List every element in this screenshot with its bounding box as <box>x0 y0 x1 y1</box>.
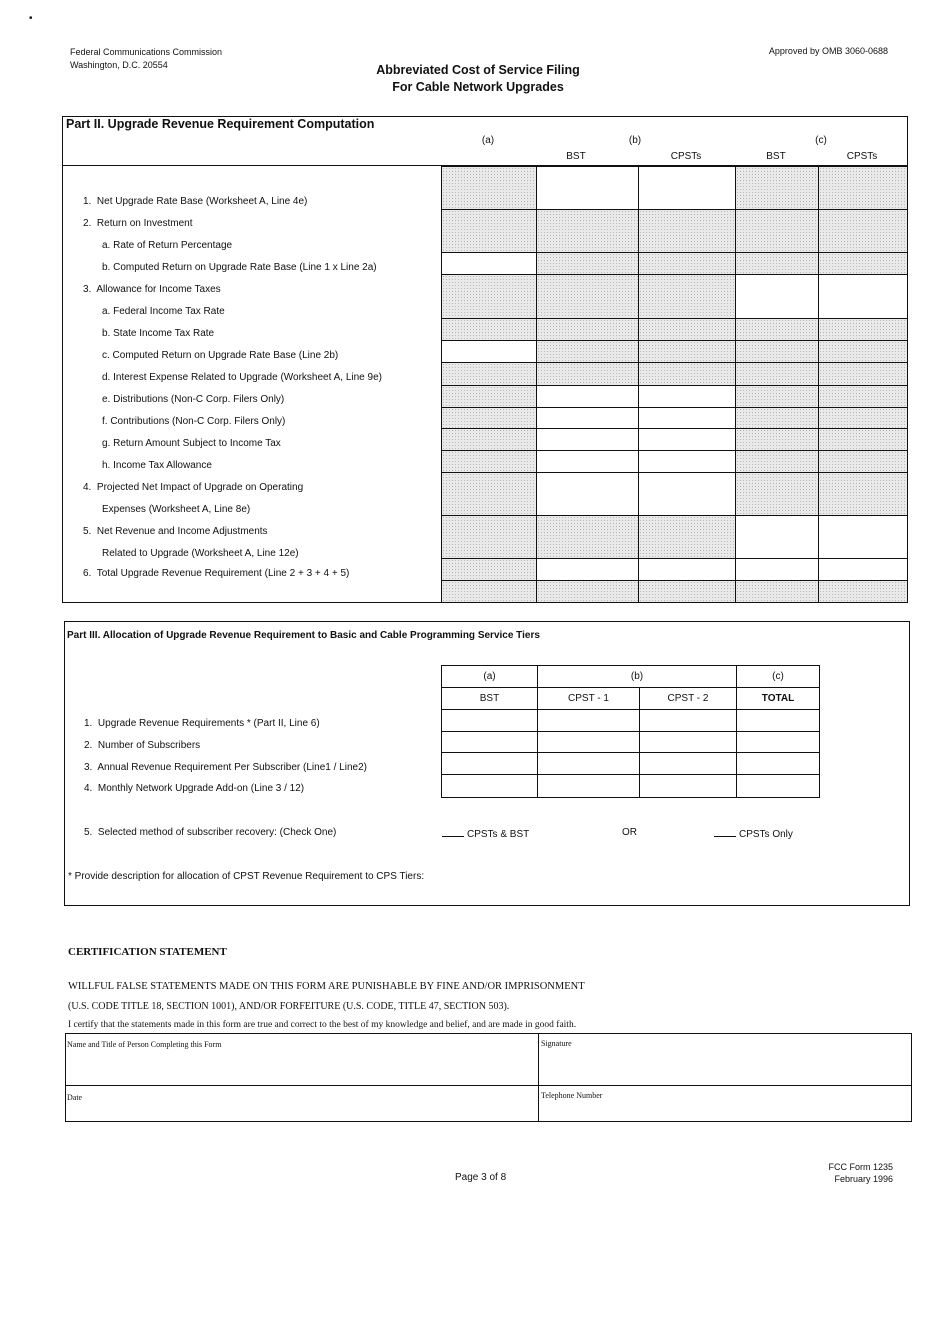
part2-line <box>83 218 193 229</box>
telephone-field[interactable]: Telephone Number <box>541 1091 603 1100</box>
part2-shaded-cell <box>441 318 538 341</box>
line-number: 1. <box>84 718 93 729</box>
part2-line <box>83 196 307 207</box>
part2-shaded-cell <box>818 318 908 341</box>
part2-line <box>102 262 377 273</box>
part3-col-a: (a) <box>441 665 538 688</box>
line-label: Return on Investment <box>96 218 193 229</box>
part3-footnote: * Provide description for allocation of CPST Revenue Requirement to CPS Tiers: <box>68 871 425 882</box>
part2-shaded-cell <box>441 362 538 387</box>
part2-shaded-cell <box>638 252 737 275</box>
part2-shaded-cell <box>441 558 538 581</box>
line-label: Related to Upgrade (Worksheet A, Line 12e) <box>102 548 299 559</box>
part2-sub-cpsts-b: CPSTs <box>670 151 702 162</box>
part2-shaded-cell <box>818 580 908 603</box>
part2-shaded-cell <box>536 209 640 255</box>
part3-line <box>84 718 320 729</box>
line-label: Projected Net Impact of Upgrade on Operating <box>96 482 304 493</box>
part3-head-total: TOTAL <box>736 687 820 710</box>
part2-entry-cell[interactable] <box>638 407 737 430</box>
warning-line-1: WILLFUL FALSE STATEMENTS MADE ON THIS FORM ARE PUNISHABLE BY FINE AND/OR IMPRISONMENT <box>68 981 585 992</box>
line-label: Annual Revenue Requirement Per Subscriber (Line1 / Line2) <box>97 762 367 773</box>
part2-shaded-cell <box>735 580 820 603</box>
part2-entry-cell[interactable] <box>536 450 640 473</box>
agency-name: Federal Communications Commission <box>70 47 223 57</box>
part3-entry-cell[interactable] <box>441 731 538 754</box>
line-number: 2. <box>83 218 92 229</box>
part3-entry-cell[interactable] <box>639 709 737 733</box>
part2-entry-cell[interactable] <box>441 340 538 363</box>
part3-col-b: (b) <box>537 665 737 688</box>
part2-shaded-cell <box>735 252 820 275</box>
part2-shaded-cell <box>735 385 820 408</box>
part3-line <box>84 783 304 794</box>
part3-entry-cell[interactable] <box>736 731 820 754</box>
part2-title: Part II. Upgrade Revenue Requirement Computation <box>66 117 375 131</box>
option-cpsts-only[interactable] <box>714 826 793 840</box>
part2-shaded-cell <box>735 340 820 363</box>
part2-col-a: (a) <box>481 135 495 146</box>
part2-shaded-cell <box>441 428 538 451</box>
part2-shaded-cell <box>536 515 640 560</box>
part2-entry-cell[interactable] <box>735 558 820 581</box>
part2-line <box>83 568 349 579</box>
part2-line <box>102 372 382 383</box>
part3-head-cpst1: CPST - 1 <box>537 687 640 710</box>
part3-head-cpst2: CPST - 2 <box>639 687 737 710</box>
part2-entry-cell[interactable] <box>536 166 640 211</box>
line-label: f. Contributions (Non-C Corp. Filers Only) <box>102 416 286 427</box>
part2-col-b: (b) <box>628 135 642 146</box>
part3-entry-cell[interactable] <box>736 709 820 733</box>
line-label: a. Federal Income Tax Rate <box>102 306 225 317</box>
part2-entry-cell[interactable] <box>536 472 640 517</box>
part3-entry-cell[interactable] <box>736 752 820 776</box>
part3-entry-cell[interactable] <box>441 709 538 733</box>
part2-shaded-cell <box>818 362 908 387</box>
part2-shaded-cell <box>441 407 538 430</box>
line-number: 3. <box>83 284 92 295</box>
part3-entry-cell[interactable] <box>537 752 640 776</box>
line-label: e. Distributions (Non-C Corp. Filers Only) <box>102 394 285 405</box>
part3-entry-cell[interactable] <box>639 774 737 798</box>
part2-shaded-cell <box>536 252 640 275</box>
part2-line <box>102 460 212 471</box>
or-text: OR <box>622 827 637 838</box>
part2-shaded-cell <box>735 318 820 341</box>
part2-shaded-cell <box>735 209 820 255</box>
part2-shaded-cell <box>638 362 737 387</box>
part2-entry-cell[interactable] <box>638 558 737 581</box>
agency-address: Washington, D.C. 20554 <box>70 60 168 70</box>
line-number: 4. <box>83 482 92 493</box>
part2-entry-cell[interactable] <box>638 450 737 473</box>
part2-shaded-cell <box>536 274 640 320</box>
part2-shaded-cell <box>638 209 737 255</box>
part3-line-5 <box>84 827 336 838</box>
part2-col-c: (c) <box>815 135 827 146</box>
line-label: g. Return Amount Subject to Income Tax <box>102 438 281 449</box>
part2-shaded-cell <box>818 450 908 473</box>
part2-shaded-cell <box>735 166 820 211</box>
part3-title: Part III. Allocation of Upgrade Revenue Requirement to Basic and Cable Programming Service Tiers <box>67 630 540 641</box>
part2-line <box>102 394 284 405</box>
part2-line <box>102 548 299 559</box>
part2-entry-cell[interactable] <box>536 407 640 430</box>
line-label: Expenses (Worksheet A, Line 8e) <box>102 504 251 515</box>
part2-shaded-cell <box>441 450 538 473</box>
line-label: Monthly Network Upgrade Add-on (Line 3 / 12) <box>97 783 305 794</box>
part2-shaded-cell <box>536 340 640 363</box>
part2-sub-bst-c: BST <box>766 151 786 162</box>
signature-field[interactable]: Signature <box>541 1039 572 1048</box>
part2-shaded-cell <box>638 318 737 341</box>
omb-approval: Approved by OMB 3060-0688 <box>768 46 888 56</box>
part2-entry-cell[interactable] <box>638 428 737 451</box>
part2-entry-cell[interactable] <box>818 515 908 560</box>
option-label: CPSTs & BST <box>467 829 530 840</box>
line-label: c. Computed Return on Upgrade Rate Base (Line 2b) <box>102 350 339 361</box>
warning-line-2: (U.S. CODE TITLE 18, SECTION 1001), AND/OR FORFEITURE (U.S. CODE, TITLE 47, SECTION 503). <box>68 1001 510 1012</box>
part2-entry-cell[interactable] <box>441 252 538 275</box>
signature-divider-v <box>538 1033 539 1122</box>
option-label: CPSTs Only <box>739 829 793 840</box>
line-label: b. State Income Tax Rate <box>102 328 215 339</box>
certification-heading: CERTIFICATION STATEMENT <box>68 946 227 958</box>
part2-shaded-cell <box>441 209 538 255</box>
part2-sub-bst-b: BST <box>566 151 586 162</box>
date-field[interactable]: Date <box>67 1093 83 1102</box>
line-label: b. Computed Return on Upgrade Rate Base (Line 1 x Line 2a) <box>102 262 377 273</box>
part3-entry-cell[interactable] <box>537 731 640 754</box>
corner-mark: • <box>29 13 33 24</box>
part2-shaded-cell <box>735 407 820 430</box>
part2-line <box>102 438 281 449</box>
part2-shaded-cell <box>441 515 538 560</box>
line-label: Total Upgrade Revenue Requirement (Line 2 + 3 + 4 + 5) <box>96 568 350 579</box>
part2-entry-cell[interactable] <box>638 166 737 211</box>
line-number: 6. <box>83 568 92 579</box>
line-label: Net Revenue and Income Adjustments <box>96 526 268 537</box>
line-label: Selected method of subscriber recovery: (Check One) <box>97 827 337 838</box>
form-id-block <box>828 1161 893 1185</box>
part2-entry-cell[interactable] <box>536 385 640 408</box>
part2-shaded-cell <box>441 274 538 320</box>
part2-line <box>83 284 221 295</box>
line-number: 3. <box>84 762 93 773</box>
line-number: 5. <box>83 526 92 537</box>
part2-shaded-cell <box>735 428 820 451</box>
line-label: d. Interest Expense Related to Upgrade (Worksheet A, Line 9e) <box>102 372 382 383</box>
part2-line <box>102 240 232 251</box>
line-number: 2. <box>84 740 93 751</box>
part2-shaded-cell <box>536 362 640 387</box>
line-label: Number of Subscribers <box>97 740 201 751</box>
part2-shaded-cell <box>818 385 908 408</box>
part2-line <box>102 350 338 361</box>
part2-shaded-cell <box>441 166 538 211</box>
form-title <box>0 62 950 96</box>
part3-head-bst: BST <box>441 687 538 710</box>
part2-shaded-cell <box>536 318 640 341</box>
part3-entry-cell[interactable] <box>736 774 820 798</box>
part2-entry-cell[interactable] <box>536 558 640 581</box>
part3-line <box>84 762 367 773</box>
checkbox-blank[interactable] <box>714 826 736 837</box>
part2-line <box>83 526 268 537</box>
part2-shaded-cell <box>818 472 908 517</box>
part2-shaded-cell <box>638 340 737 363</box>
title-line-2: For Cable Network Upgrades <box>392 80 564 94</box>
part3-entry-cell[interactable] <box>441 752 538 776</box>
part3-entry-cell[interactable] <box>639 752 737 776</box>
part2-shaded-cell <box>638 274 737 320</box>
line-label: Allowance for Income Taxes <box>96 284 221 295</box>
part3-entry-cell[interactable] <box>537 709 640 733</box>
certify-statement: I certify that the statements made in this form are true and correct to the best of my knowledge and belief, and are made in good faith. <box>68 1020 577 1030</box>
checkbox-blank[interactable] <box>442 826 464 837</box>
part2-shaded-cell <box>818 166 908 211</box>
part2-shaded-cell <box>735 472 820 517</box>
part3-entry-cell[interactable] <box>441 774 538 798</box>
line-number: 5. <box>84 827 93 838</box>
page-number: Page 3 of 8 <box>455 1172 507 1183</box>
part2-shaded-cell <box>735 362 820 387</box>
part2-shaded-cell <box>818 209 908 255</box>
line-number: 4. <box>84 783 93 794</box>
title-line-1: Abbreviated Cost of Service Filing <box>376 63 580 77</box>
signature-divider-h <box>65 1085 912 1086</box>
part3-entry-cell[interactable] <box>537 774 640 798</box>
line-label: Net Upgrade Rate Base (Worksheet A, Line 4e) <box>96 196 308 207</box>
part3-line <box>84 740 200 751</box>
part2-line <box>102 504 250 515</box>
line-label: h. Income Tax Allowance <box>102 460 212 471</box>
form-date: February 1996 <box>834 1174 893 1184</box>
part2-shaded-cell <box>818 252 908 275</box>
part2-shaded-cell <box>441 580 538 603</box>
part3-entry-cell[interactable] <box>639 731 737 754</box>
form-number: FCC Form 1235 <box>828 1162 893 1172</box>
part2-shaded-cell <box>638 515 737 560</box>
part3-col-c: (c) <box>736 665 820 688</box>
part2-shaded-cell <box>735 450 820 473</box>
part2-entry-cell[interactable] <box>818 274 908 320</box>
part2-line <box>83 482 303 493</box>
line-label: a. Rate of Return Percentage <box>102 240 233 251</box>
part2-sub-cpsts-c: CPSTs <box>846 151 878 162</box>
part2-shaded-cell <box>818 428 908 451</box>
part2-shaded-cell <box>638 580 737 603</box>
line-number: 1. <box>83 196 92 207</box>
part2-line <box>102 306 225 317</box>
part2-entry-cell[interactable] <box>735 274 820 320</box>
part2-shaded-cell <box>818 407 908 430</box>
part2-entry-cell[interactable] <box>735 515 820 560</box>
line-label: Upgrade Revenue Requirements * (Part II, Line 6) <box>97 718 320 729</box>
part2-shaded-cell <box>441 385 538 408</box>
part2-shaded-cell <box>818 340 908 363</box>
part2-entry-cell[interactable] <box>638 385 737 408</box>
part2-shaded-cell <box>536 580 640 603</box>
name-title-field[interactable]: Name and Title of Person Completing this Form <box>67 1040 222 1049</box>
part2-entry-cell[interactable] <box>638 472 737 517</box>
part2-entry-cell[interactable] <box>818 558 908 581</box>
part2-line <box>102 416 285 427</box>
option-cpsts-bst[interactable] <box>442 826 529 840</box>
part2-line <box>102 328 214 339</box>
part2-shaded-cell <box>441 472 538 517</box>
part2-entry-cell[interactable] <box>536 428 640 451</box>
